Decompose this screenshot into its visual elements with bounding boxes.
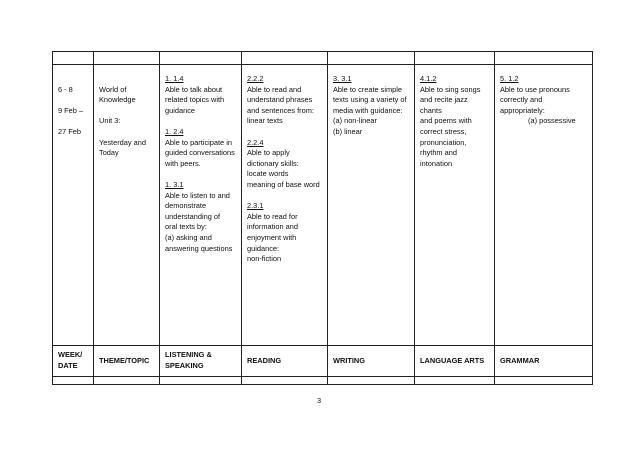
header-listening-speaking [160, 346, 242, 377]
standard-line: (a) non-linear [333, 116, 377, 126]
top-spacer-row [53, 52, 593, 65]
grammar-cell [495, 65, 593, 346]
standard-code: 2.3.1 [247, 201, 264, 211]
header-line: WEEK/ [58, 350, 83, 360]
standard-code: 1. 2.4 [165, 126, 184, 136]
standard-line: (a) asking and [165, 232, 212, 242]
header-line: SPEAKING [165, 361, 204, 370]
header-grammar: GRAMMAR [495, 346, 593, 377]
standard-line: Able to talk about [165, 84, 223, 94]
writing-cell [328, 65, 415, 346]
header-reading: READING [242, 346, 328, 377]
language-arts-cell [415, 65, 495, 346]
standard-code: 1. 1.4 [165, 74, 184, 83]
standard-line: (b) linear [333, 126, 363, 136]
standard-line: Able to participate in [165, 137, 232, 147]
standard-line: oral texts by: [165, 222, 207, 232]
theme-line: World of [99, 84, 127, 94]
standard-code: 5. 1.2 [500, 74, 519, 83]
standard-line: demonstrate [165, 201, 207, 211]
standard-line: guidance: [247, 243, 280, 253]
standard-code: 3. 3.1 [333, 74, 352, 83]
standard-line: and recite jazz chants [420, 95, 468, 115]
unit-label: Unit 3: [99, 116, 121, 126]
date-line: 9 Feb – [58, 105, 84, 115]
standard-code: 2.2.2 [247, 74, 264, 83]
date-line: 27 Feb [58, 126, 82, 136]
standard-line: understanding of [165, 211, 221, 221]
unit-title-line: Today [99, 148, 119, 158]
standard-line: media with guidance: [333, 105, 403, 115]
standard-line: answering questions [165, 243, 233, 253]
week-date-cell [53, 65, 94, 346]
standard-line: Able to read and [247, 84, 302, 94]
standard-code: 2.2.4 [247, 137, 264, 147]
standard-line: texts using a variety of [333, 95, 407, 105]
standard-line: correctly and [500, 95, 543, 105]
standard-line: non-fiction [247, 254, 282, 264]
standard-line: Able to use pronouns [500, 84, 570, 94]
header-row [53, 346, 593, 377]
standard-line: meaning of base word [247, 179, 320, 189]
standard-line: information and [247, 222, 298, 232]
standard-line: dictionary skills: [247, 158, 299, 168]
standard-line: Able to create simple [333, 84, 403, 94]
standard-code: 4.1.2 [420, 74, 437, 83]
header-week-date [53, 346, 94, 377]
header-language-arts: LANGUAGE ARTS [415, 346, 495, 377]
reading-cell [242, 65, 328, 346]
standard-line: guided conversations [165, 148, 235, 158]
standard-line: and sentences from: [247, 105, 314, 115]
week-range: 6 - 8 [58, 84, 73, 94]
standard-line: Able to listen to and [165, 190, 230, 200]
header-writing: WRITING [328, 346, 415, 377]
listening-speaking-cell [160, 65, 242, 346]
page-number: 3 [316, 396, 322, 405]
standard-line: with peers. [165, 158, 201, 168]
lesson-plan-table [52, 51, 592, 385]
standard-line: intonation [420, 158, 453, 168]
standard-line: understand phrases [247, 95, 313, 105]
content-row [53, 65, 593, 346]
theme-line: Knowledge [99, 95, 136, 105]
standard-line: rhythm and [420, 148, 457, 158]
standard-line: and poems with [420, 116, 472, 126]
standard-line: enjoyment with [247, 232, 297, 242]
standard-line: Able to apply [247, 148, 290, 158]
header-line: DATE [58, 361, 78, 370]
standard-line: appropriately: [500, 105, 545, 115]
bottom-spacer-row [53, 377, 593, 385]
standard-line: guidance [165, 105, 195, 115]
header-line: LISTENING & [165, 350, 212, 360]
standard-line: linear texts [247, 116, 283, 126]
unit-title-line: Yesterday and [99, 137, 146, 147]
header-theme-topic: THEME/TOPIC [94, 346, 160, 377]
standard-line: locate words [247, 169, 289, 179]
standard-code: 1. 3.1 [165, 179, 184, 189]
scheme-table [52, 51, 593, 385]
standard-line: correct stress, [420, 126, 467, 136]
theme-cell [94, 65, 160, 346]
standard-line: pronunciation, [420, 137, 467, 147]
standard-line: Able to read for [247, 211, 298, 221]
standard-line: related topics with [165, 95, 225, 105]
standard-line: Able to sing songs [420, 84, 481, 94]
standard-subitem: (a) possessive [528, 116, 576, 126]
